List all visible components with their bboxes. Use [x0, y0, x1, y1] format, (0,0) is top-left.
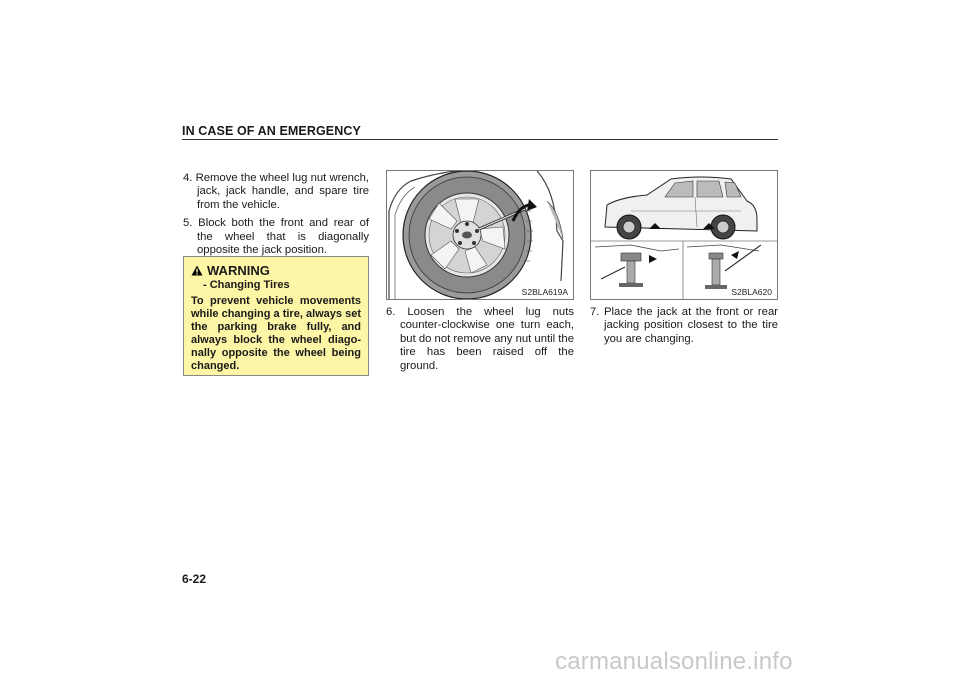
header-divider: [182, 139, 778, 140]
left-column: [183, 172, 369, 262]
wheel-figure: [386, 170, 574, 300]
step-4: 4. Remove the wheel lug nut wrench, jack, jack handle, and spare tire from the vehicle.: [183, 172, 369, 211]
warning-title: WARNING: [207, 263, 270, 278]
section-title: IN CASE OF AN EMERGENCY: [182, 124, 361, 138]
warning-triangle-icon: [191, 265, 203, 276]
figure-label: S2BLA620: [731, 287, 772, 297]
jack-figure: [590, 170, 778, 300]
warning-box: [183, 256, 369, 376]
warning-subtitle: - Changing Tires: [203, 279, 290, 291]
wheel-lug-nut-illustration: [387, 171, 573, 299]
watermark: carmanualsonline.info: [555, 648, 793, 675]
warning-body: To prevent vehicle movements while changing a tire, always set the parking brake fully, and always block the wheel diago-nally opposite the wheel being changed.: [191, 295, 361, 372]
warning-heading: [191, 263, 361, 278]
right-column: [590, 306, 778, 351]
step-7: 7. Place the jack at the front or rear jacking position closest to the tire you are changing.: [590, 306, 778, 345]
middle-column: [386, 306, 574, 378]
step-6: 6. Loosen the wheel lug nuts counter-clockwise one turn each, but do not remove any nut until the tire has been raised off the ground.: [386, 306, 574, 372]
jacking-position-illustration: [591, 171, 777, 299]
page-number: 6-22: [182, 572, 207, 586]
step-5: 5. Block both the front and rear of the wheel that is diagonally opposite the jack position.: [183, 217, 369, 257]
figure-label: S2BLA619A: [521, 287, 568, 297]
